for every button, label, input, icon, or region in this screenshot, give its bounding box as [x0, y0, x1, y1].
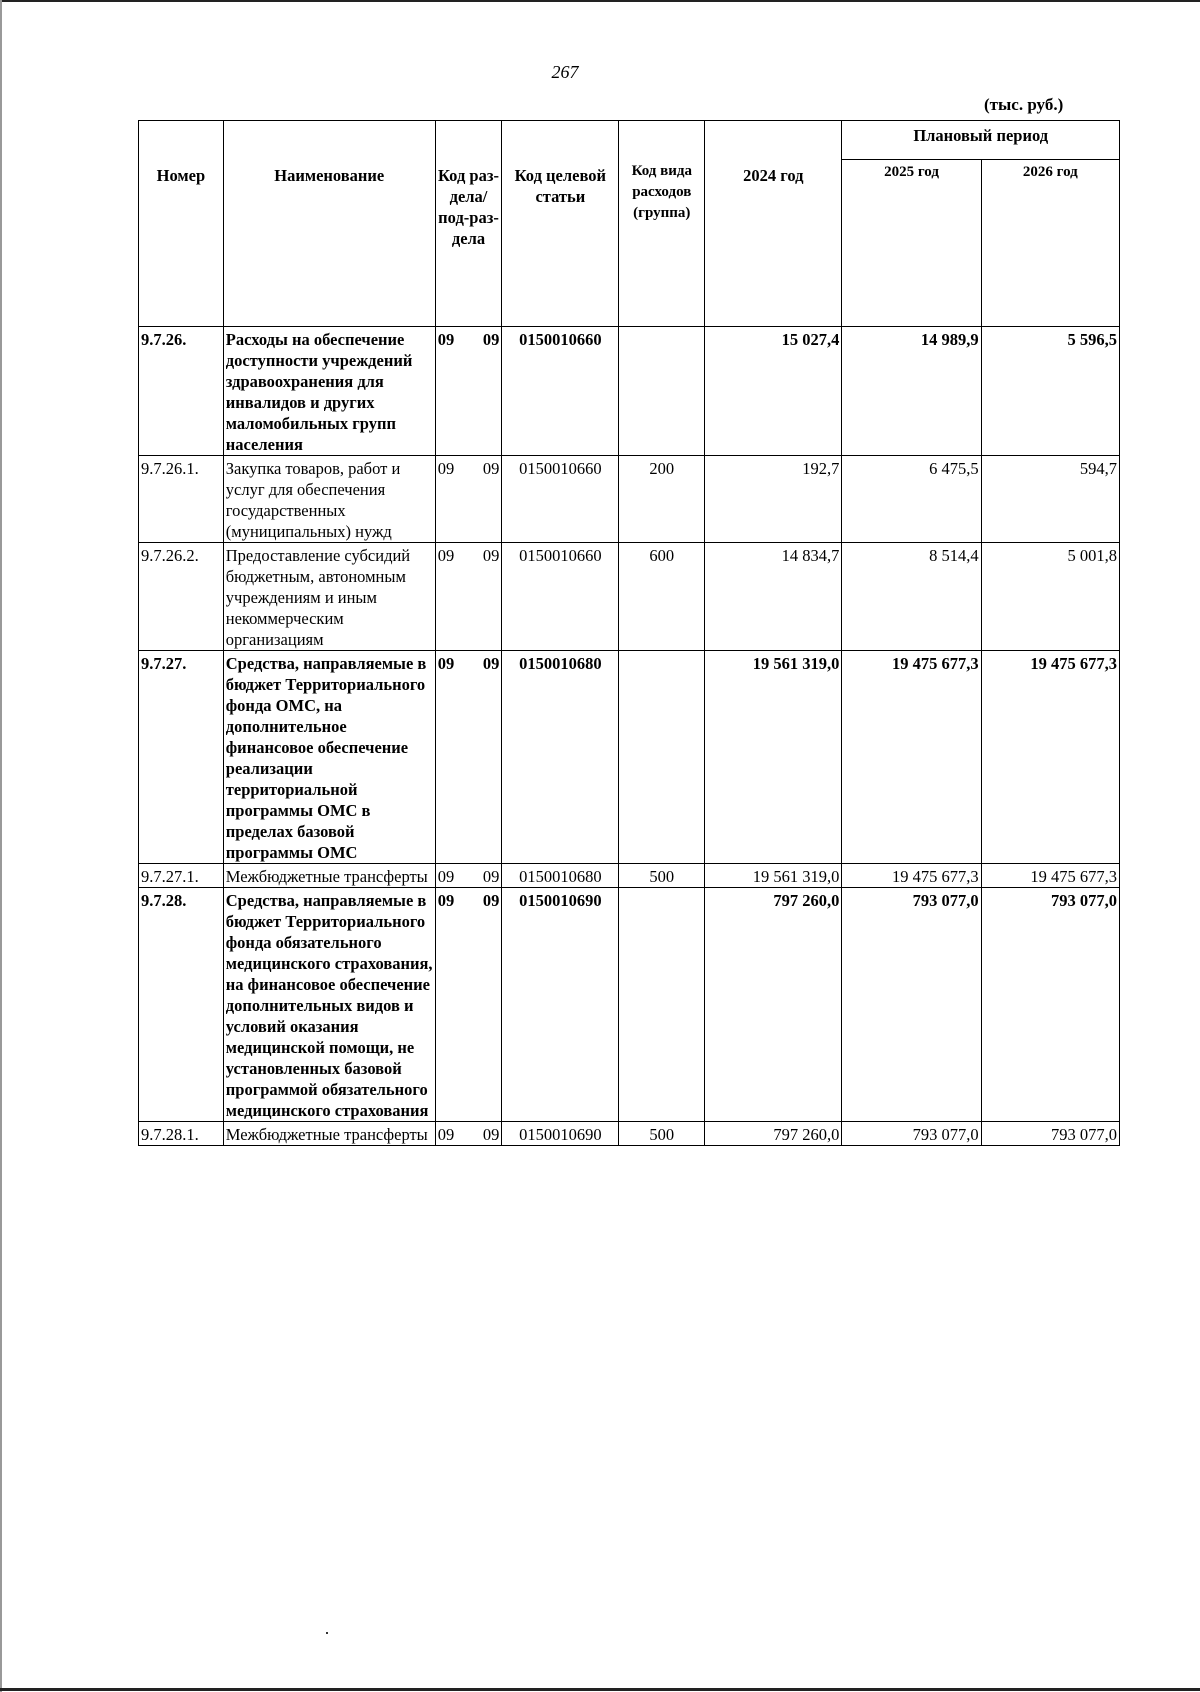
row-expense-code: 500 — [619, 1122, 705, 1146]
table-row — [139, 864, 1120, 888]
header-year-2024: 2024 год — [705, 121, 842, 327]
row-amount-2025: 19 475 677,3 — [842, 651, 981, 864]
row-amount-2025: 8 514,4 — [842, 543, 981, 651]
row-number: 9.7.26.2. — [139, 543, 224, 651]
row-target-code: 0150010660 — [502, 327, 619, 456]
row-number: 9.7.28.1. — [139, 1122, 224, 1146]
row-name: Расходы на обеспечение доступности учреждений здравоохранения для инвалидов и других маломобильных групп населения — [223, 327, 435, 456]
table-row — [139, 543, 1120, 651]
table-row — [139, 1122, 1120, 1146]
row-section-code — [435, 1122, 502, 1146]
row-amount-2025: 793 077,0 — [842, 1122, 981, 1146]
row-razdel: 09 — [437, 891, 455, 910]
row-amount-2024: 15 027,4 — [705, 327, 842, 456]
row-expense-code: 200 — [619, 456, 705, 543]
row-podrazdel: 09 — [482, 654, 500, 673]
row-amount-2026: 5 001,8 — [981, 543, 1119, 651]
row-amount-2024: 19 561 319,0 — [705, 651, 842, 864]
scan-left-border — [0, 0, 2, 1692]
row-amount-2024: 14 834,7 — [705, 543, 842, 651]
row-expense-code — [619, 651, 705, 864]
row-expense-code: 600 — [619, 543, 705, 651]
row-name: Средства, направляемые в бюджет Территориального фонда обязательного медицинского страхования, на финансовое обеспечение дополнительных видов и условий оказания медицинской помощи, не установленных базовой программой обязательного медицинского страхования — [223, 888, 435, 1122]
row-target-code: 0150010690 — [502, 1122, 619, 1146]
row-podrazdel: 09 — [482, 546, 500, 565]
row-podrazdel: 09 — [482, 891, 500, 910]
row-amount-2026: 594,7 — [981, 456, 1119, 543]
row-number: 9.7.27. — [139, 651, 224, 864]
row-name: Предоставление субсидий бюджетным, автономным учреждениям и иным некоммерческим организациям — [223, 543, 435, 651]
table-row — [139, 327, 1120, 456]
row-amount-2025: 793 077,0 — [842, 888, 981, 1122]
scan-speck — [326, 1632, 328, 1634]
row-amount-2026: 793 077,0 — [981, 1122, 1119, 1146]
row-section-code — [435, 543, 502, 651]
row-number: 9.7.27.1. — [139, 864, 224, 888]
row-razdel: 09 — [437, 867, 455, 886]
row-podrazdel: 09 — [482, 867, 500, 886]
row-razdel: 09 — [437, 330, 455, 349]
table-row — [139, 651, 1120, 864]
row-razdel: 09 — [437, 459, 455, 478]
row-expense-code: 500 — [619, 864, 705, 888]
row-amount-2026: 5 596,5 — [981, 327, 1119, 456]
row-section-code — [435, 888, 502, 1122]
row-amount-2024: 192,7 — [705, 456, 842, 543]
row-name: Средства, направляемые в бюджет Территориального фонда ОМС, на дополнительное финансовое обеспечение реализации территориальной программы ОМС в пределах базовой программы ОМС — [223, 651, 435, 864]
header-target-code: Код целевой статьи — [502, 121, 619, 327]
row-section-code — [435, 456, 502, 543]
header-number: Номер — [139, 121, 224, 327]
row-podrazdel: 09 — [482, 330, 500, 349]
header-section-code: Код раз-дела/ под-раз-дела — [435, 121, 502, 327]
row-section-code — [435, 651, 502, 864]
row-section-code — [435, 864, 502, 888]
row-name: Закупка товаров, работ и услуг для обеспечения государственных (муниципальных) нужд — [223, 456, 435, 543]
row-name: Межбюджетные трансферты — [223, 1122, 435, 1146]
row-amount-2025: 6 475,5 — [842, 456, 981, 543]
header-year-2026: 2026 год — [981, 160, 1119, 327]
row-razdel: 09 — [437, 1125, 455, 1144]
row-amount-2025: 14 989,9 — [842, 327, 981, 456]
table-header-row — [139, 121, 1120, 160]
row-target-code: 0150010680 — [502, 651, 619, 864]
row-expense-code — [619, 888, 705, 1122]
scan-bottom-border — [0, 1688, 1200, 1691]
row-amount-2025: 19 475 677,3 — [842, 864, 981, 888]
row-name: Межбюджетные трансферты — [223, 864, 435, 888]
table-row — [139, 456, 1120, 543]
row-amount-2026: 19 475 677,3 — [981, 864, 1119, 888]
page-number: 267 — [551, 62, 579, 82]
header-planning-period: Плановый период — [842, 121, 1120, 160]
row-target-code: 0150010690 — [502, 888, 619, 1122]
row-razdel: 09 — [437, 654, 455, 673]
row-target-code: 0150010680 — [502, 864, 619, 888]
row-section-code — [435, 327, 502, 456]
row-podrazdel: 09 — [482, 459, 500, 478]
units-label: (тыс. руб.) — [984, 95, 1064, 114]
row-amount-2024: 797 260,0 — [705, 888, 842, 1122]
budget-table — [138, 120, 1120, 1146]
row-number: 9.7.28. — [139, 888, 224, 1122]
table-row — [139, 888, 1120, 1122]
row-amount-2026: 793 077,0 — [981, 888, 1119, 1122]
row-podrazdel: 09 — [482, 1125, 500, 1144]
row-amount-2026: 19 475 677,3 — [981, 651, 1119, 864]
scan-top-border — [0, 0, 1200, 2]
header-expense-code: Код вида расходов (группа) — [619, 121, 705, 327]
header-year-2025: 2025 год — [842, 160, 981, 327]
row-amount-2024: 19 561 319,0 — [705, 864, 842, 888]
row-target-code: 0150010660 — [502, 543, 619, 651]
row-number: 9.7.26. — [139, 327, 224, 456]
table-body — [139, 327, 1120, 1146]
row-amount-2024: 797 260,0 — [705, 1122, 842, 1146]
row-number: 9.7.26.1. — [139, 456, 224, 543]
row-razdel: 09 — [437, 546, 455, 565]
header-name: Наименование — [223, 121, 435, 327]
row-expense-code — [619, 327, 705, 456]
row-target-code: 0150010660 — [502, 456, 619, 543]
